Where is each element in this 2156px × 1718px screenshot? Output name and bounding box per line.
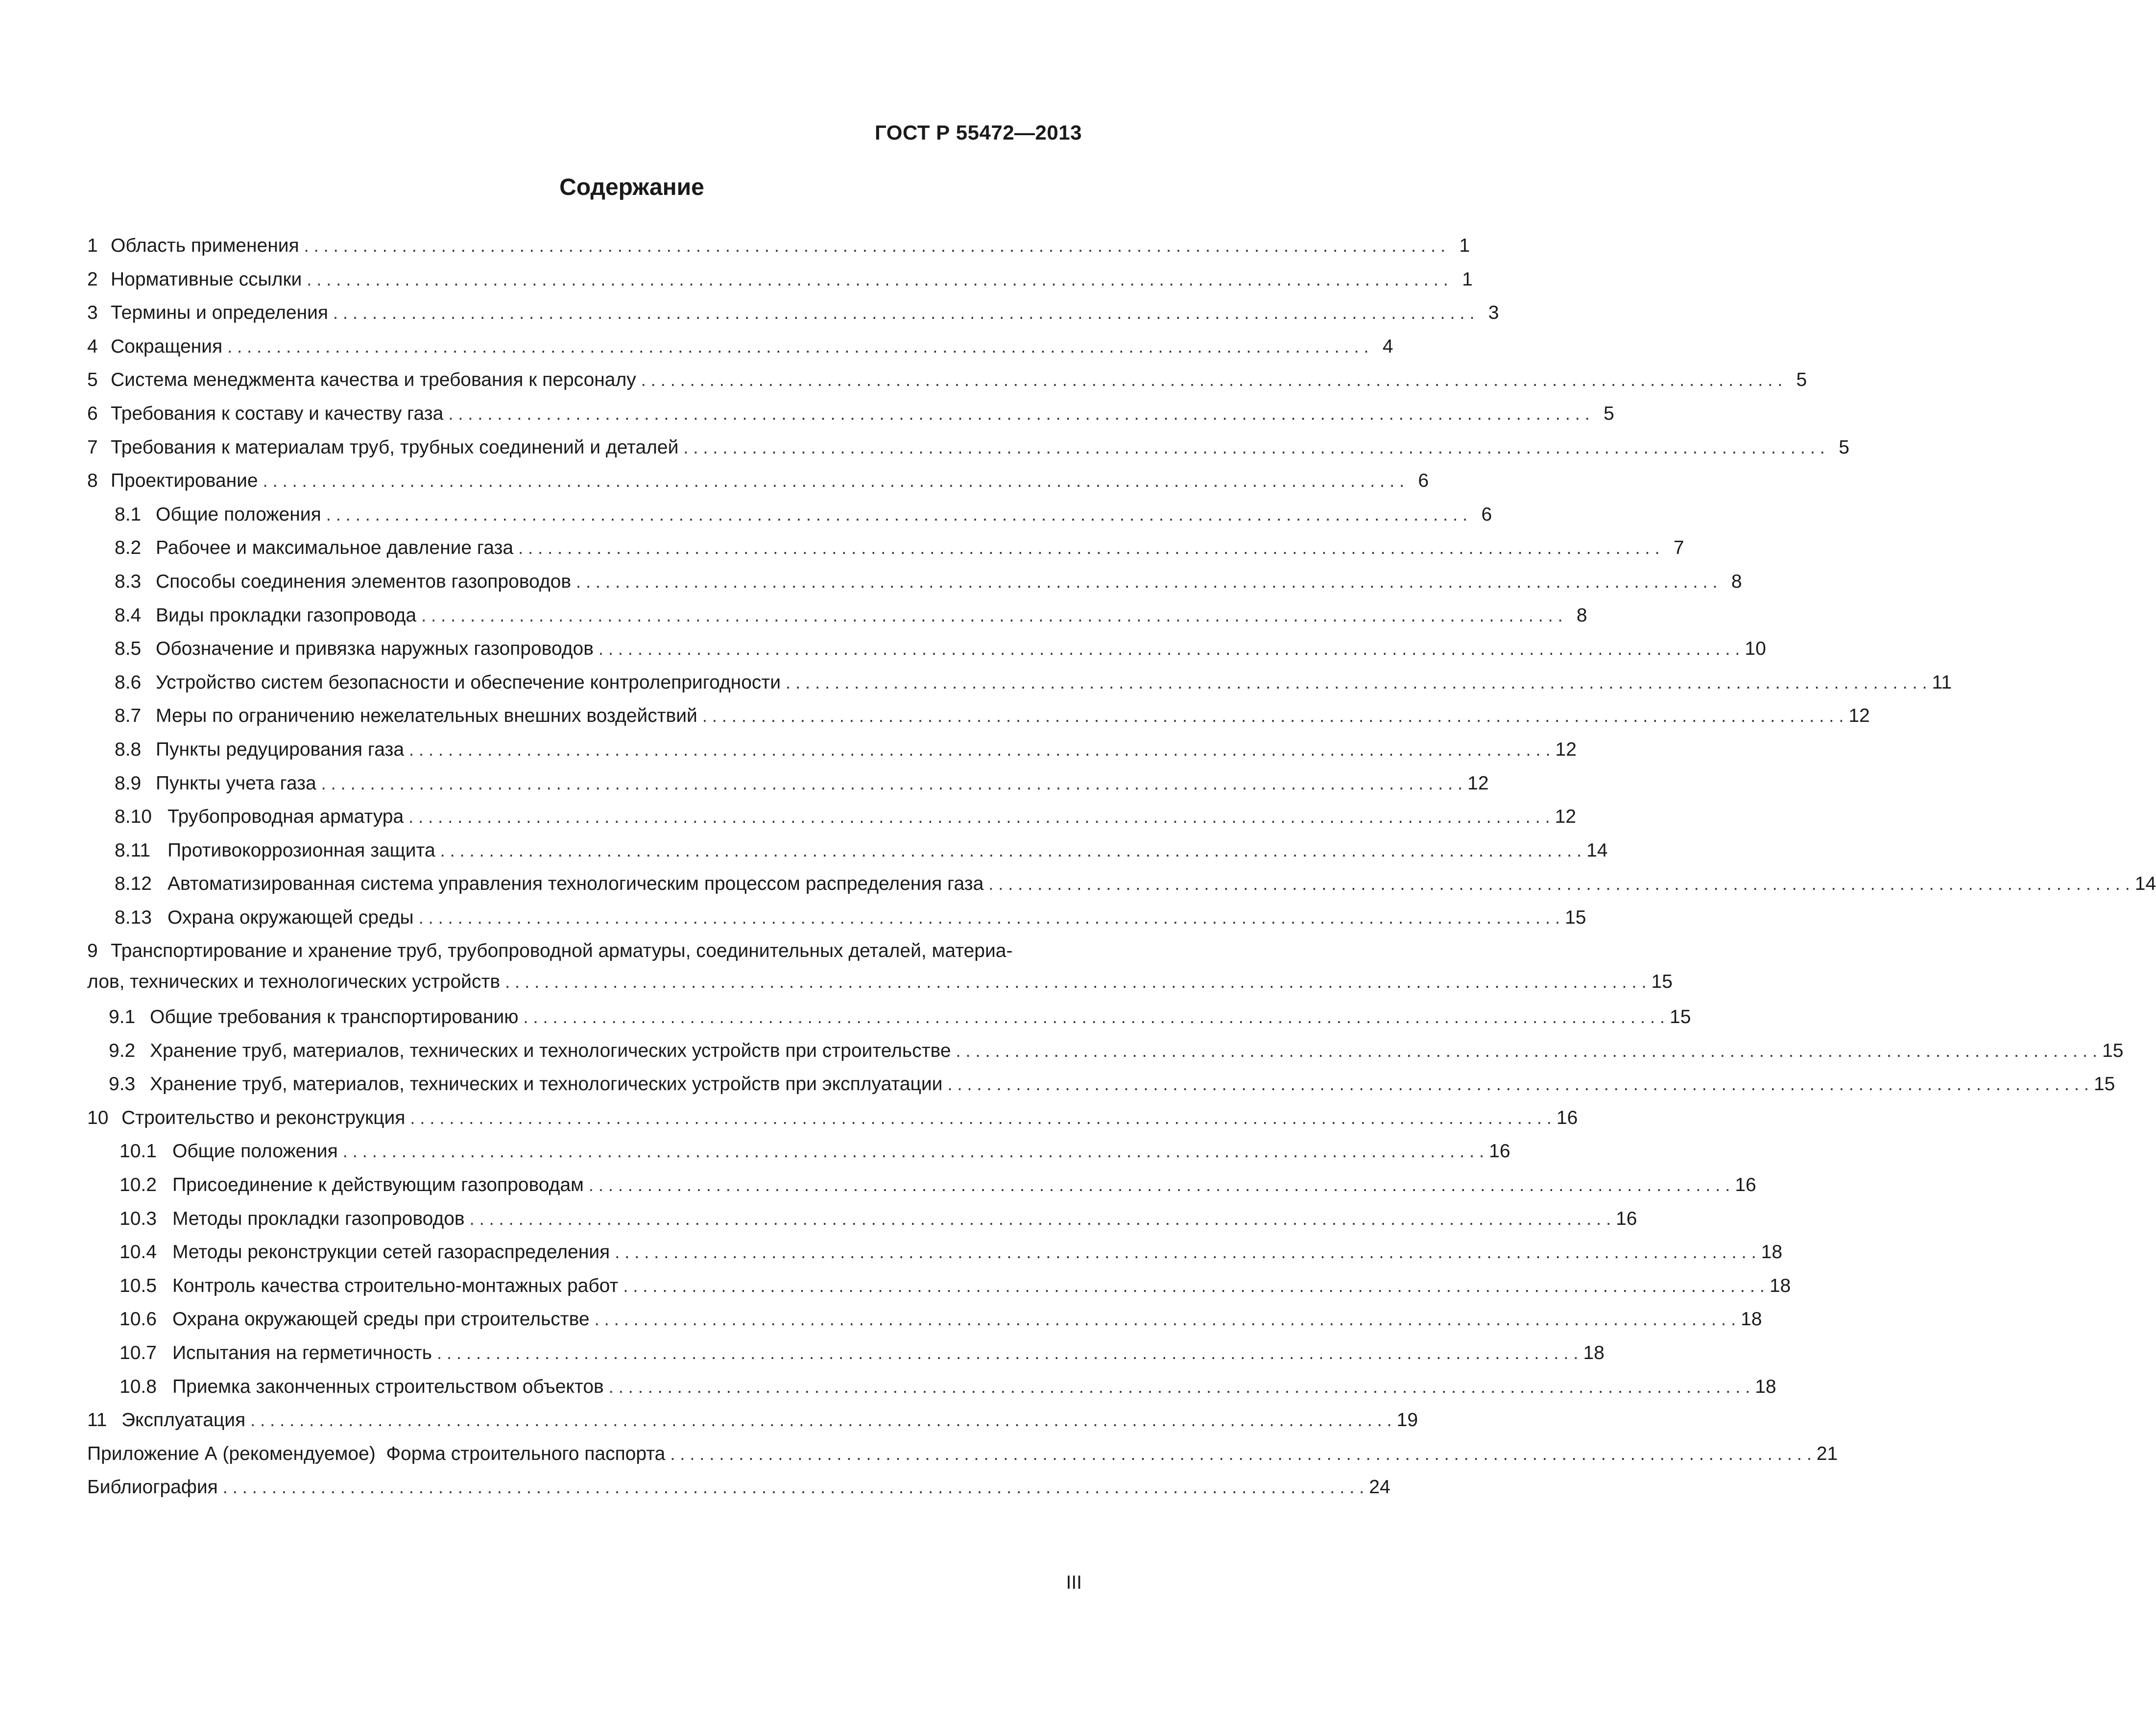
toc-entry-3[interactable]	[87, 296, 1499, 330]
toc-entry-label-line1: Транспортирование и хранение труб, трубопроводной арматуры, соединительных деталей, материа-	[111, 940, 1013, 962]
toc-entry-label: Общие требования к транспортированию	[150, 1006, 519, 1028]
toc-entry-8[interactable]	[87, 464, 1429, 498]
toc-entry-page: 18	[1769, 1275, 1791, 1296]
dot-leader	[576, 565, 1717, 599]
toc-entry-page: 8	[1576, 604, 1587, 626]
dot-leader	[437, 1336, 1578, 1370]
toc-entry-9-3[interactable]	[87, 1068, 2115, 1101]
toc-entry-label: Строительство и реконструкция	[121, 1107, 406, 1128]
toc-entry-number: 6	[87, 403, 98, 424]
dot-leader	[223, 1471, 1364, 1504]
dot-leader	[250, 1404, 1391, 1437]
toc-entry-10-3[interactable]	[87, 1202, 1637, 1236]
toc-entry-number: 10.6	[120, 1309, 157, 1330]
toc-entry-8-7[interactable]	[87, 699, 1870, 733]
toc-entry-8-4[interactable]	[87, 599, 1587, 633]
dot-leader	[518, 531, 1659, 565]
toc-entry-8-13[interactable]	[87, 901, 1586, 935]
dot-leader	[409, 733, 1550, 767]
toc-entry-label: Меры по ограничению нежелательных внешних воздействий	[156, 705, 697, 727]
toc-entry-label: Хранение труб, материалов, технических и технологических устройств при эксплуатации	[150, 1074, 943, 1095]
toc-entry-number: 11	[87, 1409, 107, 1431]
dot-leader	[421, 599, 1562, 633]
toc-entry-2[interactable]	[87, 263, 1473, 297]
toc-entry-page: 15	[1651, 971, 1673, 993]
dot-leader	[641, 363, 1782, 397]
dot-leader	[227, 330, 1368, 364]
toc-entry-label: Контроль качества строительно-монтажных работ	[172, 1275, 619, 1296]
toc-entry-page: 15	[2102, 1040, 2124, 1061]
toc-title: Содержание	[559, 174, 704, 200]
toc-entry-number: 10.8	[120, 1376, 157, 1397]
toc-entry-number: 8.11	[115, 839, 151, 861]
toc-entry-label: Система менеджмента качества и требования к персоналу	[111, 369, 636, 391]
toc-entry-label: Устройство систем безопасности и обеспечение контролепригодности	[156, 671, 781, 693]
toc-entry-4[interactable]	[87, 330, 1393, 364]
toc-entry-page: 12	[1555, 739, 1577, 760]
toc-entry-label: Проектирование	[111, 470, 258, 492]
toc-entry-number: 2	[87, 268, 98, 290]
toc-entry-number: 3	[87, 302, 98, 324]
toc-entry-label: Пункты редуцирования газа	[156, 739, 405, 760]
dot-leader	[609, 1370, 1750, 1404]
toc-entry-label: Нормативные ссылки	[111, 268, 302, 290]
toc-entry-page: 1	[1462, 268, 1473, 290]
toc-entry-number: 7	[87, 436, 98, 458]
toc-entry-number: 8.9	[115, 772, 142, 794]
dot-leader	[702, 699, 1844, 733]
toc-entry-page: 5	[1604, 403, 1614, 424]
toc-entry-10-2[interactable]	[87, 1169, 1756, 1202]
toc-entry-page: 16	[1489, 1141, 1510, 1162]
toc-entry-label-line2: лов, технических и технологических устройств	[87, 971, 501, 993]
table-of-contents	[87, 229, 2156, 1504]
dot-leader	[326, 498, 1467, 532]
toc-entry-number: 9.1	[109, 1006, 136, 1028]
dot-leader	[670, 1437, 1811, 1471]
toc-entry-page: 5	[1796, 369, 1807, 391]
toc-entry-number: 9.3	[109, 1074, 136, 1095]
toc-entry-number: 1	[87, 235, 98, 256]
toc-entry-number: 8	[87, 470, 98, 492]
toc-entry-appendix-a[interactable]	[87, 1437, 1838, 1471]
toc-entry-number: 8.4	[115, 604, 142, 626]
toc-entry-10-7[interactable]	[87, 1336, 1605, 1370]
toc-entry-label: Приемка законченных строительством объектов	[172, 1376, 604, 1397]
toc-entry-number: 5	[87, 369, 98, 391]
toc-entry-page: 15	[1565, 907, 1586, 928]
toc-entry-page: 5	[1839, 436, 1849, 458]
toc-entry-page: 12	[1848, 705, 1870, 727]
dot-leader	[448, 397, 1589, 431]
toc-entry-page: 16	[1616, 1208, 1637, 1229]
toc-entry-number: 8.2	[115, 537, 142, 559]
toc-entry-page: 7	[1673, 537, 1684, 559]
toc-entry-number: 8.13	[115, 907, 152, 928]
dot-leader	[589, 1169, 1730, 1202]
toc-entry-label: Требования к составу и качеству газа	[111, 403, 444, 424]
dot-leader	[321, 767, 1462, 801]
toc-entry-page: 15	[2093, 1074, 2115, 1095]
toc-entry-number: 10.7	[120, 1342, 157, 1363]
toc-entry-10-1[interactable]	[87, 1135, 1510, 1169]
toc-entry-page: 15	[1670, 1006, 1691, 1028]
toc-entry-9-1[interactable]	[87, 1001, 1691, 1034]
dot-leader	[956, 1034, 2097, 1068]
dot-leader	[307, 263, 1448, 297]
toc-entry-number: 8.6	[115, 671, 142, 693]
toc-entry-label: Обозначение и привязка наружных газопроводов	[156, 638, 594, 660]
toc-entry-label: Противокоррозионная защита	[168, 839, 435, 861]
toc-entry-label: Трубопроводная арматура	[168, 806, 404, 828]
toc-entry-label: Автоматизированная система управления технологическим процессом распределения газа	[168, 873, 984, 895]
toc-entry-page: 4	[1382, 335, 1393, 357]
toc-entry-label: Охрана окружающей среды при строительстве	[172, 1309, 590, 1330]
toc-entry-label: Пункты учета газа	[156, 772, 316, 794]
dot-leader	[786, 666, 1927, 700]
dot-leader	[524, 1001, 1665, 1034]
toc-entry-label: Способы соединения элементов газопроводов	[156, 571, 572, 592]
toc-entry-5[interactable]	[87, 363, 1807, 397]
toc-entry-number: 8.8	[115, 739, 142, 760]
dot-leader	[440, 834, 1581, 868]
page-number: III	[1066, 1572, 1082, 1593]
toc-entry-number: 8.12	[115, 873, 152, 895]
toc-entry-8-5[interactable]	[87, 632, 1766, 666]
toc-entry-1[interactable]	[87, 229, 1470, 263]
toc-entry-page: 18	[1761, 1241, 1783, 1263]
dot-leader	[947, 1068, 2088, 1101]
standard-code: ГОСТ Р 55472—2013	[875, 121, 1082, 144]
toc-entry-10[interactable]	[87, 1101, 1578, 1135]
toc-entry-label: Виды прокладки газопровода	[156, 604, 417, 626]
toc-entry-page: 18	[1741, 1309, 1762, 1330]
dot-leader	[304, 229, 1445, 263]
toc-entry-label: Сокращения	[111, 335, 223, 357]
toc-entry-page: 11	[1932, 671, 1952, 693]
toc-entry-page: 10	[1745, 638, 1766, 660]
toc-entry-page: 24	[1369, 1477, 1390, 1498]
toc-entry-9[interactable]	[87, 934, 1673, 1001]
dot-leader	[623, 1269, 1764, 1303]
toc-entry-label: Испытания на герметичность	[172, 1342, 432, 1363]
toc-entry-number: 4	[87, 335, 98, 357]
dot-leader	[408, 800, 1550, 834]
toc-entry-10-8[interactable]	[87, 1370, 1776, 1404]
dot-leader	[343, 1135, 1484, 1169]
toc-entry-page: 19	[1396, 1409, 1418, 1431]
toc-entry-number: 10.5	[120, 1275, 157, 1296]
toc-entry-number: 10.1	[120, 1141, 157, 1162]
dot-leader	[599, 632, 1740, 666]
toc-entry-label: Общие положения	[172, 1141, 338, 1162]
toc-entry-page: 16	[1735, 1174, 1756, 1196]
toc-entry-9-2[interactable]	[87, 1034, 2124, 1068]
toc-entry-page: 18	[1583, 1342, 1605, 1363]
toc-entry-number: 8.3	[115, 571, 142, 592]
toc-entry-8-2[interactable]	[87, 531, 1684, 565]
toc-entry-number: 10.4	[120, 1241, 157, 1263]
toc-entry-page: 6	[1418, 470, 1429, 492]
dot-leader	[615, 1236, 1756, 1269]
toc-entry-number: 8.1	[115, 503, 142, 525]
toc-entry-page: 1	[1459, 235, 1470, 256]
toc-entry-8-1[interactable]	[87, 498, 1492, 532]
toc-entry-label: Приложение А (рекомендуемое) Форма строительного паспорта	[87, 1443, 666, 1464]
dot-leader	[419, 901, 1560, 935]
toc-entry-label: Рабочее и максимальное давление газа	[156, 537, 514, 559]
toc-entry-label: Методы реконструкции сетей газораспределения	[172, 1241, 610, 1263]
toc-entry-page: 6	[1481, 503, 1492, 525]
toc-entry-page: 12	[1467, 772, 1489, 794]
toc-entry-number: 8.5	[115, 638, 142, 660]
toc-entry-label: Присоединение к действующим газопроводам	[172, 1174, 584, 1196]
toc-entry-label: Термины и определения	[111, 302, 329, 324]
toc-entry-number: 9	[87, 940, 98, 962]
dot-leader	[470, 1202, 1611, 1236]
toc-entry-number: 10.3	[120, 1208, 157, 1229]
dot-leader	[333, 296, 1474, 330]
toc-entry-8-3[interactable]	[87, 565, 1742, 599]
toc-entry-number: 10	[87, 1107, 109, 1128]
toc-entry-label: Охрана окружающей среды	[168, 907, 414, 928]
toc-entry-label: Эксплуатация	[121, 1409, 246, 1431]
toc-entry-page: 21	[1816, 1443, 1838, 1464]
toc-entry-page: 18	[1755, 1376, 1776, 1397]
toc-entry-8-10[interactable]	[87, 800, 1577, 834]
toc-entry-8-6[interactable]	[87, 666, 1952, 700]
toc-entry-number: 8.10	[115, 806, 152, 828]
toc-entry-7[interactable]	[87, 431, 1849, 465]
toc-entry-number: 9.2	[109, 1040, 136, 1061]
dot-leader	[595, 1303, 1736, 1336]
toc-entry-label: Область применения	[111, 235, 299, 256]
toc-entry-10-5[interactable]	[87, 1269, 1791, 1303]
toc-entry-8-9[interactable]	[87, 767, 1489, 801]
toc-entry-label: Методы прокладки газопроводов	[172, 1208, 465, 1229]
toc-entry-8-12[interactable]	[87, 867, 2156, 901]
toc-entry-label: Требования к материалам труб, трубных соединений и деталей	[111, 436, 679, 458]
toc-entry-page: 14	[1586, 839, 1608, 861]
toc-entry-page: 14	[2134, 873, 2156, 895]
toc-entry-8-8[interactable]	[87, 733, 1577, 767]
toc-entry-page: 16	[1556, 1107, 1578, 1128]
dot-leader	[505, 967, 1646, 997]
toc-entry-8-11[interactable]	[87, 834, 1608, 868]
toc-entry-page: 12	[1555, 806, 1577, 828]
toc-entry-number: 8.7	[115, 705, 142, 727]
toc-entry-page: 3	[1488, 302, 1499, 324]
dot-leader	[988, 867, 2130, 901]
toc-entry-label: Библиография	[87, 1477, 218, 1498]
toc-entry-label: Хранение труб, материалов, технических и технологических устройств при строительстве	[150, 1040, 951, 1061]
dot-leader	[683, 431, 1824, 465]
toc-entry-11[interactable]	[87, 1404, 1418, 1437]
toc-entry-10-6[interactable]	[87, 1303, 1762, 1336]
toc-entry-page: 8	[1731, 571, 1742, 592]
toc-entry-bibliography[interactable]	[87, 1471, 1390, 1504]
toc-entry-number: 10.2	[120, 1174, 157, 1196]
toc-entry-label: Общие положения	[156, 503, 321, 525]
dot-leader	[263, 464, 1404, 498]
dot-leader	[410, 1101, 1551, 1135]
toc-entry-10-4[interactable]	[87, 1236, 1783, 1269]
toc-entry-6[interactable]	[87, 397, 1614, 431]
